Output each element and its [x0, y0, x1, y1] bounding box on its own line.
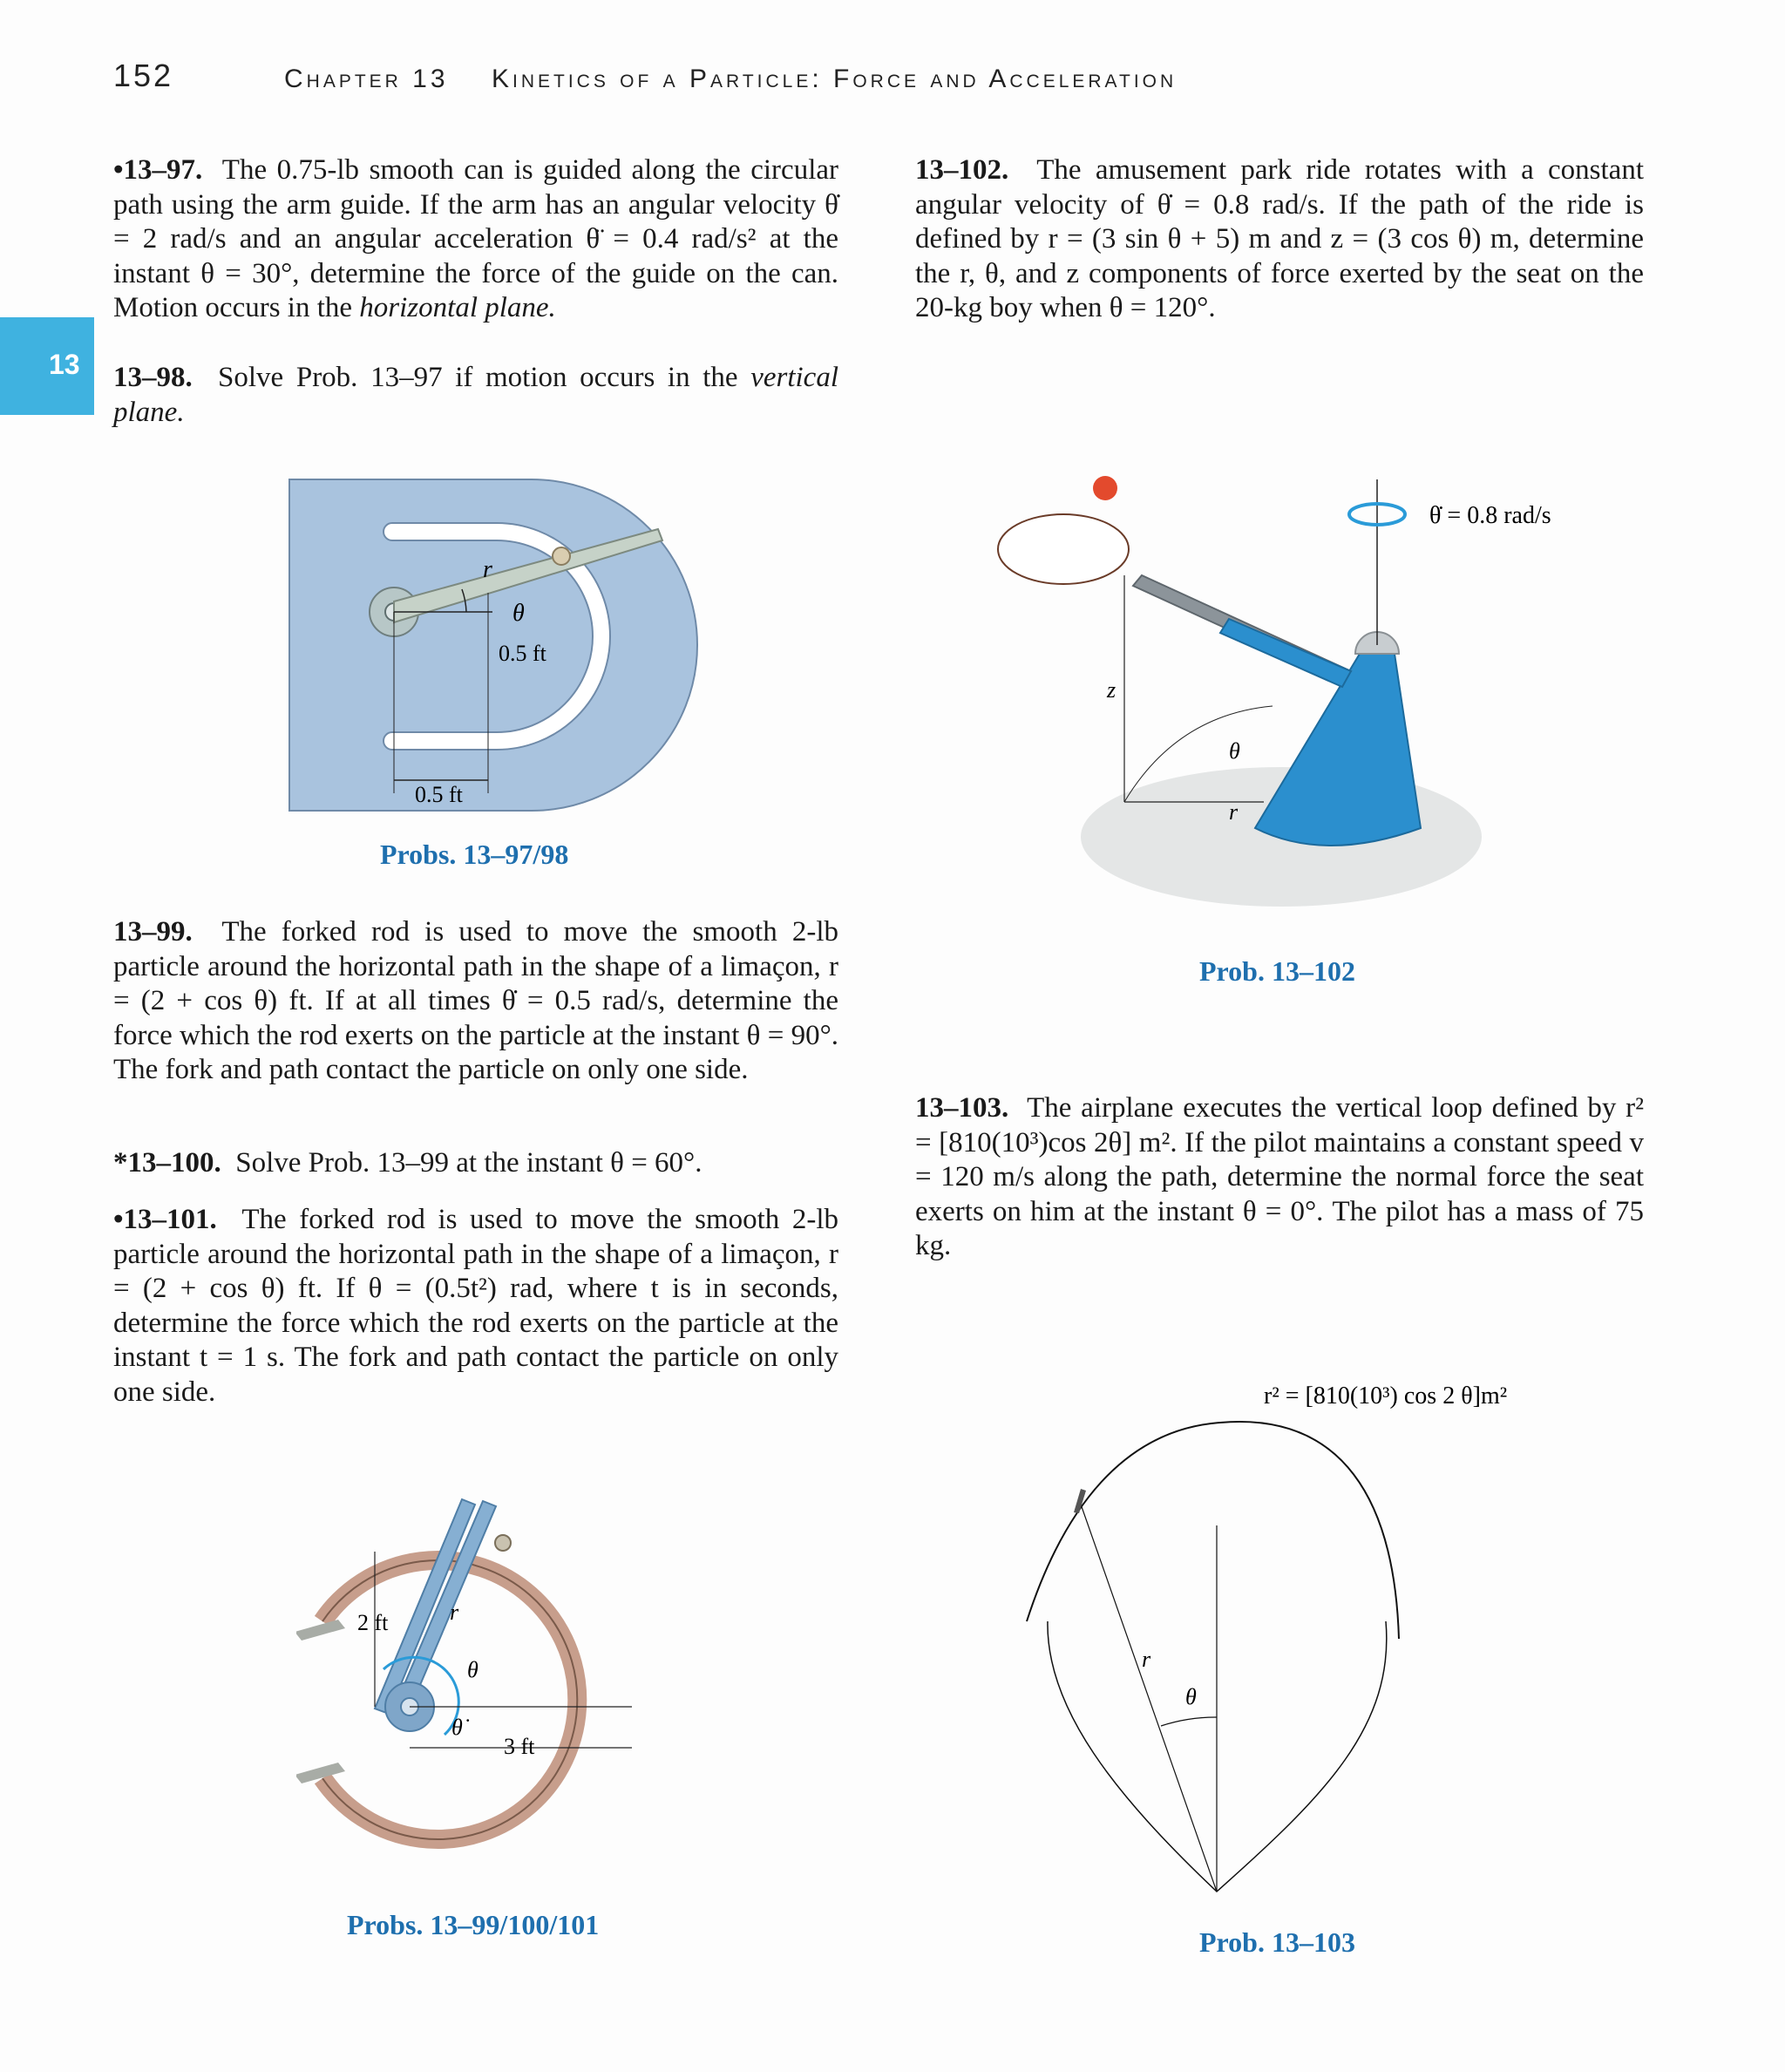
problem-text-italic: horizontal plane.: [359, 292, 556, 323]
forked-rod: [375, 1499, 475, 1714]
label-radius: 0.5 ft: [499, 641, 546, 666]
problem-text: The airplane executes the vertical loop defined by r² = [810(10³)cos 2θ] m². If the pilot maintains a constant speed v = 120 m/s along the path, determine the normal force the seat exerts on him at the instant θ = 0°. The pilot has a mass of 75 kg.: [915, 1092, 1644, 1261]
problem-text-italic: vertical plane.: [113, 362, 838, 428]
problem-13-103: [915, 1091, 1644, 1264]
path-end-cap: [296, 1620, 345, 1641]
can-icon: [553, 547, 570, 565]
problem-number: 13–102.: [915, 154, 1009, 186]
label-r: r: [1142, 1647, 1151, 1672]
problem-text: The forked rod is used to move the smooth 2-lb particle around the horizontal path in the shape of a limaçon, r = (2 + cos θ) ft. If at all times θ̇ = 0.5 rad/s, determine the force which the rod exerts on the particle at the instant θ = 90°. The fork and path contact the particle on only one side.: [113, 916, 839, 1085]
label-r: r: [483, 556, 492, 583]
problem-13-102: [915, 153, 1644, 326]
figure-caption-13-97: Probs. 13–97/98: [380, 839, 569, 870]
label-equation: r² = [810(10³) cos 2 θ]m²: [1264, 1382, 1508, 1410]
figure-13-102: [959, 453, 1621, 924]
label-thetadot: θ̇: [451, 1715, 463, 1740]
problem-number: •13–101.: [113, 1204, 217, 1235]
chapter-title: Kinetics of a Particle: Force and Acceleration: [492, 65, 1178, 93]
chapter-label: Chapter 13: [284, 65, 449, 93]
problem-13-101: [113, 1203, 838, 1410]
label-theta: θ: [1185, 1684, 1197, 1709]
problem-text: The amusement park ride rotates with a constant angular velocity of θ̇ = 0.8 rad/s. If the path of the ride is defined by r = (3 sin θ + 5) m and z = (3 cos θ) m, determine the r, θ, and z components of force exerted by the seat on the 20-kg boy when θ = 120°.: [915, 154, 1645, 323]
problem-13-100: [113, 1146, 838, 1181]
loop-path-upper: [1027, 1422, 1399, 1639]
label-r: r: [1229, 799, 1239, 825]
problem-text: Solve Prob. 13–99 at the instant θ = 60°.: [235, 1147, 702, 1179]
boy-icon: [1093, 476, 1117, 500]
figure-13-97: [279, 471, 732, 819]
label-r: r: [450, 1600, 459, 1625]
label-theta: θ: [1229, 738, 1240, 764]
label-theta: θ: [467, 1657, 478, 1682]
label-omega: θ̇ = 0.8 rad/s: [1429, 502, 1551, 529]
figure-caption-13-102: Prob. 13–102: [1199, 955, 1355, 987]
problem-text: Solve Prob. 13–97 if motion occurs in the: [218, 362, 738, 393]
figure-13-103: [1011, 1360, 1621, 1909]
theta-arc: [1161, 1717, 1217, 1726]
label-2ft: 2 ft: [357, 1610, 389, 1635]
problem-13-98: [113, 361, 838, 430]
chapter-side-tab-label: 13: [49, 349, 80, 380]
problem-number: 13–98.: [113, 362, 193, 393]
figure-caption-13-103: Prob. 13–103: [1199, 1926, 1355, 1958]
problem-number: 13–99.: [113, 916, 193, 948]
problem-text: The forked rod is used to move the smooth 2-lb particle around the horizontal path in the shape of a limaçon, r = (2 + cos θ) ft. If θ = (0.5t²) rad, where t is in seconds, determine the force which the rod exerts on the particle at the instant t = 1 s. The fork and path contact the particle on only one side.: [113, 1204, 839, 1408]
figure-caption-13-99: Probs. 13–99/100/101: [347, 1909, 600, 1940]
particle-icon: [495, 1535, 511, 1551]
label-z: z: [1107, 677, 1116, 703]
label-3ft: 3 ft: [504, 1734, 535, 1759]
label-offset: 0.5 ft: [415, 782, 463, 807]
label-theta: θ: [512, 600, 525, 627]
problem-13-97: [113, 153, 838, 326]
problem-number: 13–103.: [915, 1092, 1009, 1124]
problem-13-99: [113, 915, 838, 1088]
chapter-side-tab: [0, 317, 94, 415]
problem-number: *13–100.: [113, 1147, 221, 1179]
ride-arm-sleeve: [1220, 619, 1351, 687]
page-number: 152: [113, 58, 174, 93]
ride-seat-dog: [998, 514, 1129, 584]
problem-text: The 0.75-lb smooth can is guided along the circular path using the arm guide. If the arm has an angular velocity θ̇ = 2 rad/s and an angular acceleration θ̈ = 0.4 rad/s² at the instant θ = 30°, determine the force of the guide on the can. Motion occurs in the: [113, 154, 838, 323]
figure-13-99: [296, 1447, 662, 1900]
problem-number: •13–97.: [113, 154, 203, 186]
airplane-icon: [1074, 1489, 1086, 1513]
